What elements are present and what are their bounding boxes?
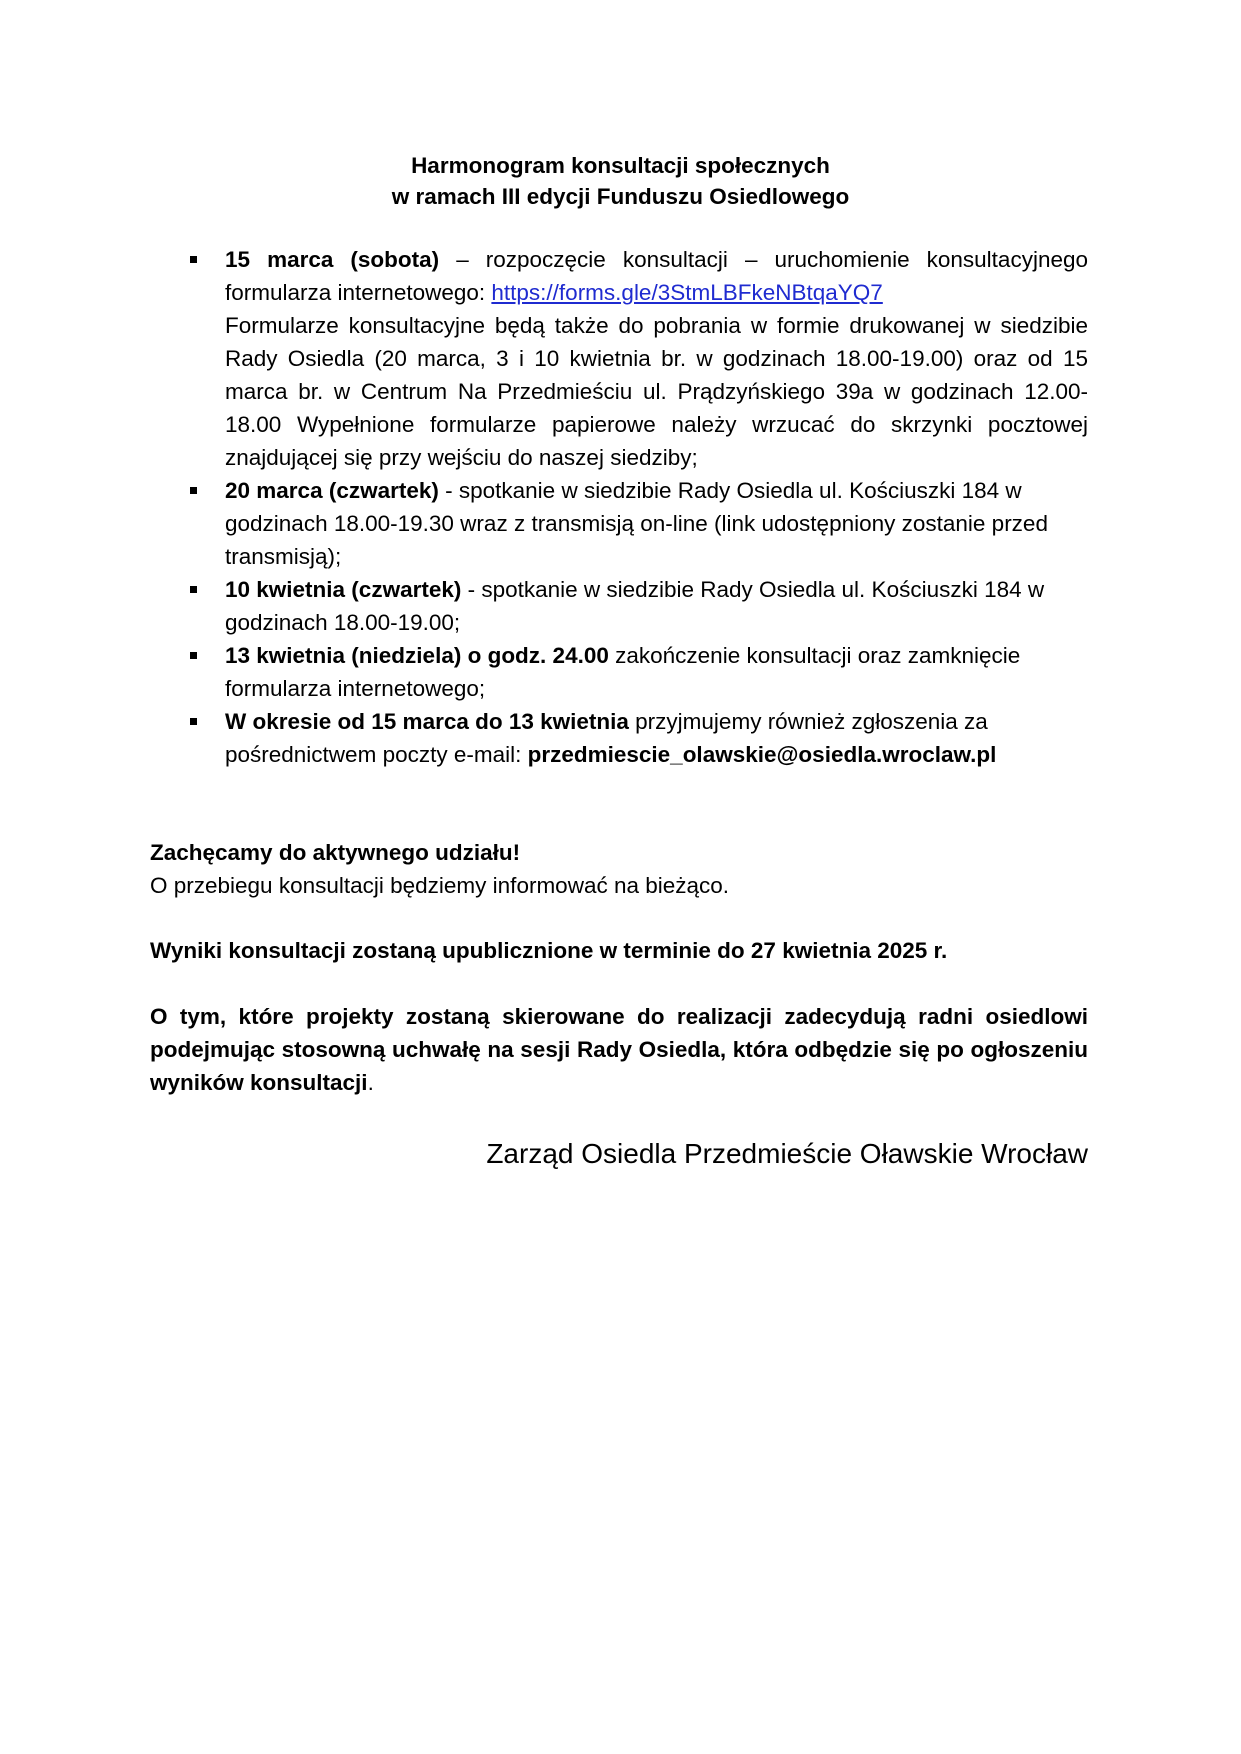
contact-email[interactable]: przedmiescie_olawskie@osiedla.wroclaw.pl xyxy=(527,742,997,767)
final-paragraph-period: . xyxy=(367,1070,374,1095)
schedule-date: 10 kwietnia (czwartek) xyxy=(225,577,462,602)
schedule-description: zakończenie konsultacji oraz zamknięcie formularza internetowego; xyxy=(225,643,1021,701)
schedule-item-10-april xyxy=(150,573,1088,639)
schedule-description: przyjmujemy również zgłoszenia za pośrednictwem poczty e-mail: xyxy=(225,709,988,767)
schedule-date: 15 marca (sobota) xyxy=(225,247,440,272)
final-paragraph xyxy=(150,1000,1088,1099)
encourage-text: O przebiegu konsultacji będziemy informować na bieżąco. xyxy=(150,873,730,898)
signature: Zarząd Osiedla Przedmieście Oławskie Wrocław xyxy=(486,1138,1088,1169)
schedule-item-email-period xyxy=(150,705,1088,771)
bullet-square-icon xyxy=(190,586,197,593)
title-line-1: Harmonogram konsultacji społecznych xyxy=(411,153,830,178)
results-text: Wyniki konsultacji zostaną upublicznione w terminie do 27 kwietnia 2025 r. xyxy=(150,938,948,963)
bullet-square-icon xyxy=(190,652,197,659)
schedule-date: 20 marca (czwartek) xyxy=(225,478,439,503)
encourage-section xyxy=(150,836,1088,902)
bullet-square-icon xyxy=(190,718,197,725)
final-paragraph-text: O tym, które projekty zostaną skierowane do realizacji zadecydują radni osiedlowi podejmując stosowną uchwałę na sesji Rady Osiedla, która odbędzie się po ogłoszeniu wyników konsultacji xyxy=(150,1004,1088,1095)
form-link[interactable]: https://forms.gle/3StmLBFkeNBtqaYQ7 xyxy=(491,280,883,305)
schedule-description: - spotkanie w siedzibie Rady Osiedla ul. Kościuszki 184 w godzinach 18.00-19.30 wraz z transmisją on-line (link udostępniony zostanie przed transmisją); xyxy=(225,478,1048,569)
title-line-2: w ramach III edycji Funduszu Osiedlowego xyxy=(391,184,850,209)
bullet-square-icon xyxy=(190,487,197,494)
schedule-item-13-april xyxy=(150,639,1088,705)
bullet-square-icon xyxy=(190,256,197,263)
schedule-date: 13 kwietnia (niedziela) o godz. 24.00 xyxy=(225,643,609,668)
schedule-item-15-march xyxy=(150,243,1088,474)
schedule-description: - spotkanie w siedzibie Rady Osiedla ul. Kościuszki 184 w godzinach 18.00-19.00; xyxy=(225,577,1045,635)
schedule-list xyxy=(150,243,1088,771)
schedule-details: Formularze konsultacyjne będą także do pobrania w formie drukowanej w siedzibie Rady Osiedla (20 marca, 3 i 10 kwietnia br. w godzinach 18.00-19.00) oraz od 15 marca br. w Centrum Na Przedmieściu ul. Prądzyńskiego 39a w godzinach 12.00-18.00 Wypełnione formularze papierowe należy wrzucać do skrzynki pocztowej znajdującej się przy wejściu do naszej siedziby; xyxy=(225,313,1088,470)
document-title xyxy=(0,150,1241,212)
schedule-date: W okresie od 15 marca do 13 kwietnia xyxy=(225,709,629,734)
schedule-description: – rozpoczęcie konsultacji – uruchomienie konsultacyjnego formularza internetowego: xyxy=(225,247,1088,305)
schedule-item-20-march xyxy=(150,474,1088,573)
encourage-heading: Zachęcamy do aktywnego udziału! xyxy=(150,840,521,865)
